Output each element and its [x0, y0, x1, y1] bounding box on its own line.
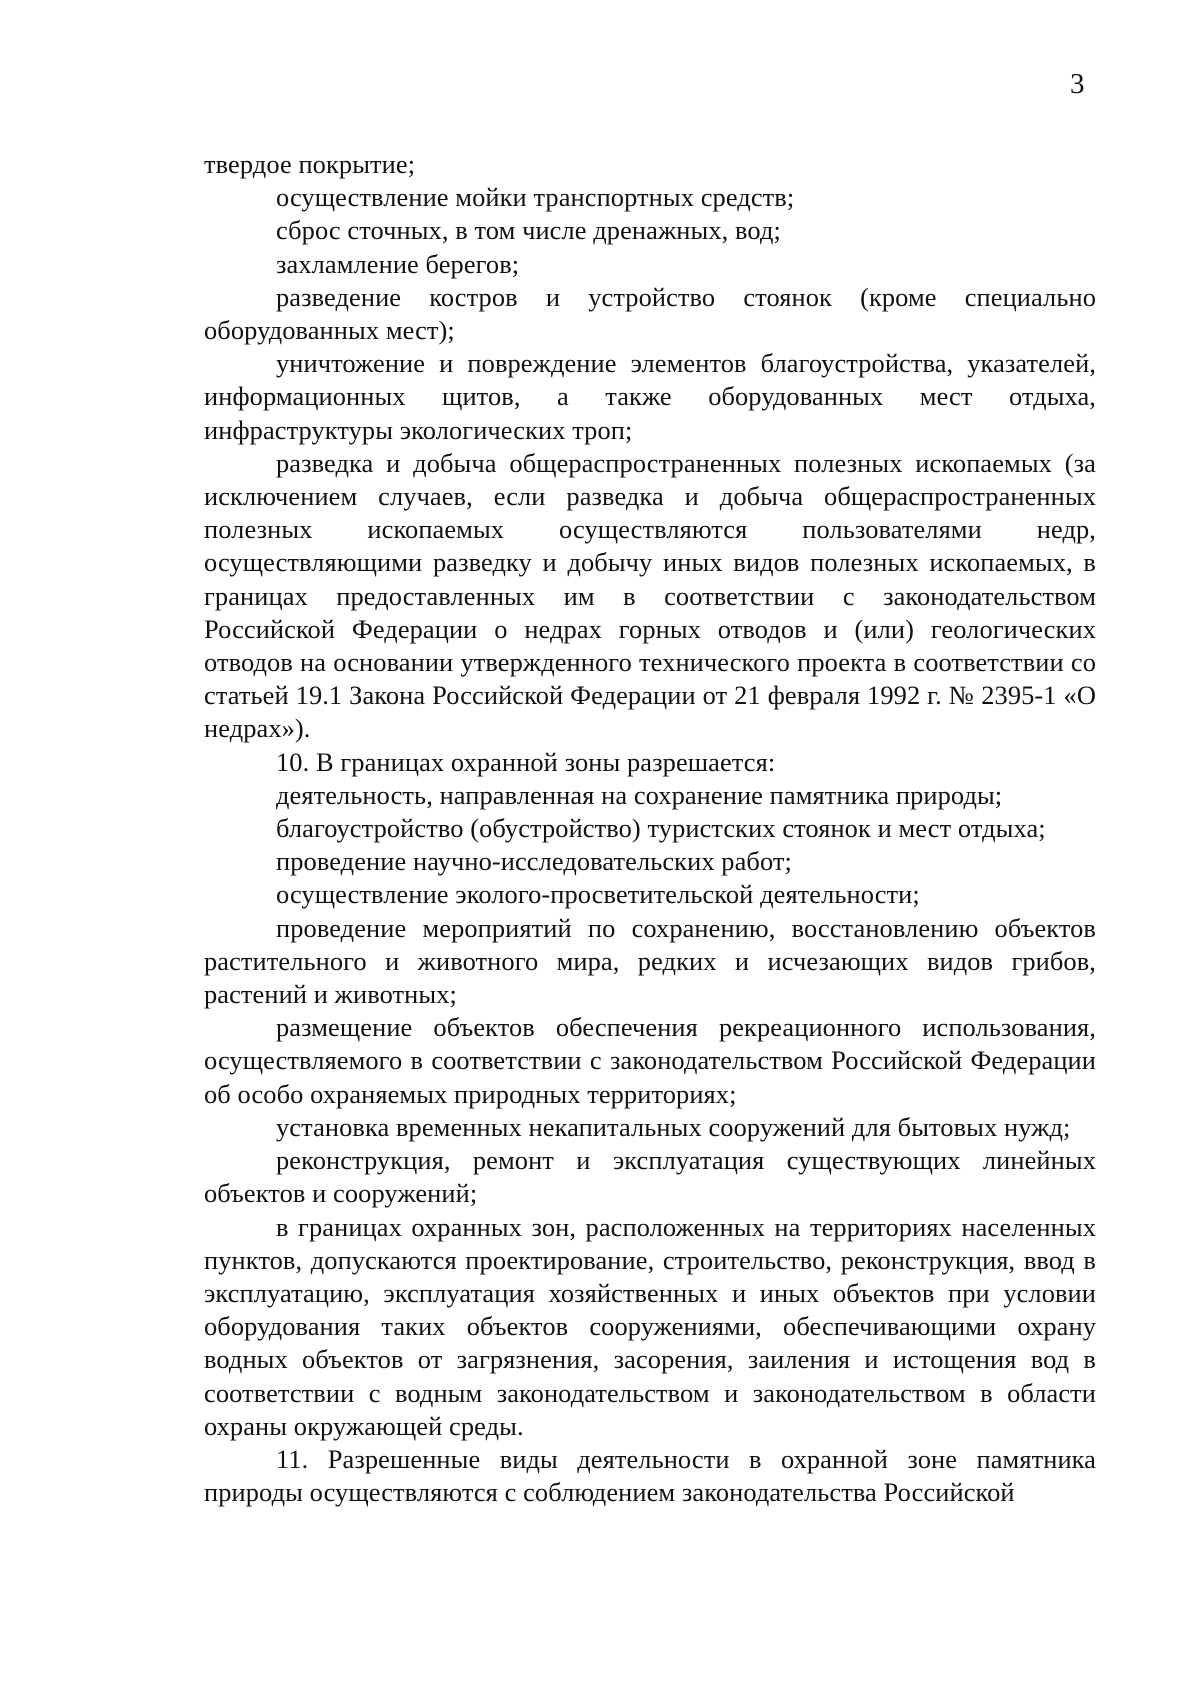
- paragraph-list-item: размещение объектов обеспечения рекреационного использования, осуществляемого в соответствии с законодательством Российской Федерации об особо охраняемых природных территориях;: [204, 1012, 1096, 1109]
- paragraph-list-item: сброс сточных, в том числе дренажных, вод;: [276, 215, 781, 246]
- paragraph-list-item: захламление берегов;: [276, 248, 520, 279]
- paragraph-list-item: в границах охранных зон, расположенных на территориях населенных пунктов, допускаются проектирование, строительство, реконструкция, ввод в эксплуатацию, эксплуатация хозяйственных и иных объектов при условии оборудования таких объектов сооружениями, обеспечивающими охрану водных объектов от загрязнения, засорения, заиления и истощения вод в соответствии с водным законодательством и законодательством в области охраны окружающей среды.: [204, 1211, 1096, 1441]
- paragraph-list-item: реконструкция, ремонт и эксплуатация существующих линейных объектов и сооружений;: [204, 1145, 1096, 1209]
- paragraph-list-item: осуществление мойки транспортных средств;: [276, 182, 795, 213]
- paragraph-list-item: деятельность, направленная на сохранение памятника природы;: [276, 779, 1003, 810]
- paragraph-list-item: проведение научно-исследовательских работ;: [276, 846, 792, 877]
- paragraph-list-item: проведение мероприятий по сохранению, восстановлению объектов растительного и животного мира, редких и исчезающих видов грибов, растений и животных;: [204, 912, 1096, 1010]
- page-number: 3: [1070, 68, 1085, 100]
- paragraph-continuation: твердое покрытие;: [204, 149, 416, 179]
- paragraph-list-item: осуществление эколого-просветительской деятельности;: [276, 879, 920, 910]
- paragraph-section-10-heading: 10. В границах охранной зоны разрешается:: [276, 746, 776, 777]
- paragraph-list-item: разведка и добыча общераспространенных полезных ископаемых (за исключением случаев, если разведка и добыча общераспространенных полезных ископаемых осуществляются пользователями недр, осуществляющими разведку и добычу иных видов полезных ископаемых, в границах предоставленных им в соответствии с законодательством Российской Федерации о недрах горных отводов и (или) геологических отводов на основании утвержденного технического проекта в соответствии со статьей 19.1 Закона Российской Федерации от 21 февраля 1992 г. № 2395-1 «О недрах»).: [204, 447, 1096, 744]
- paragraph-list-item: благоустройство (обустройство) туристских стоянок и мест отдыха;: [276, 813, 1046, 844]
- paragraph-list-item: разведение костров и устройство стоянок (кроме специально оборудованных мест);: [204, 281, 1096, 346]
- paragraph-section-11: 11. Разрешенные виды деятельности в охранной зоне памятника природы осуществляются с соблюдением законодательства Российской: [204, 1443, 1096, 1508]
- paragraph-list-item: установка временных некапитальных сооружений для бытовых нужд;: [276, 1111, 1071, 1142]
- paragraph-list-item: уничтожение и повреждение элементов благоустройства, указателей, информационных щитов, а также оборудованных мест отдыха, инфраструктуры экологических троп;: [204, 348, 1096, 445]
- document-body: [204, 148, 1096, 1509]
